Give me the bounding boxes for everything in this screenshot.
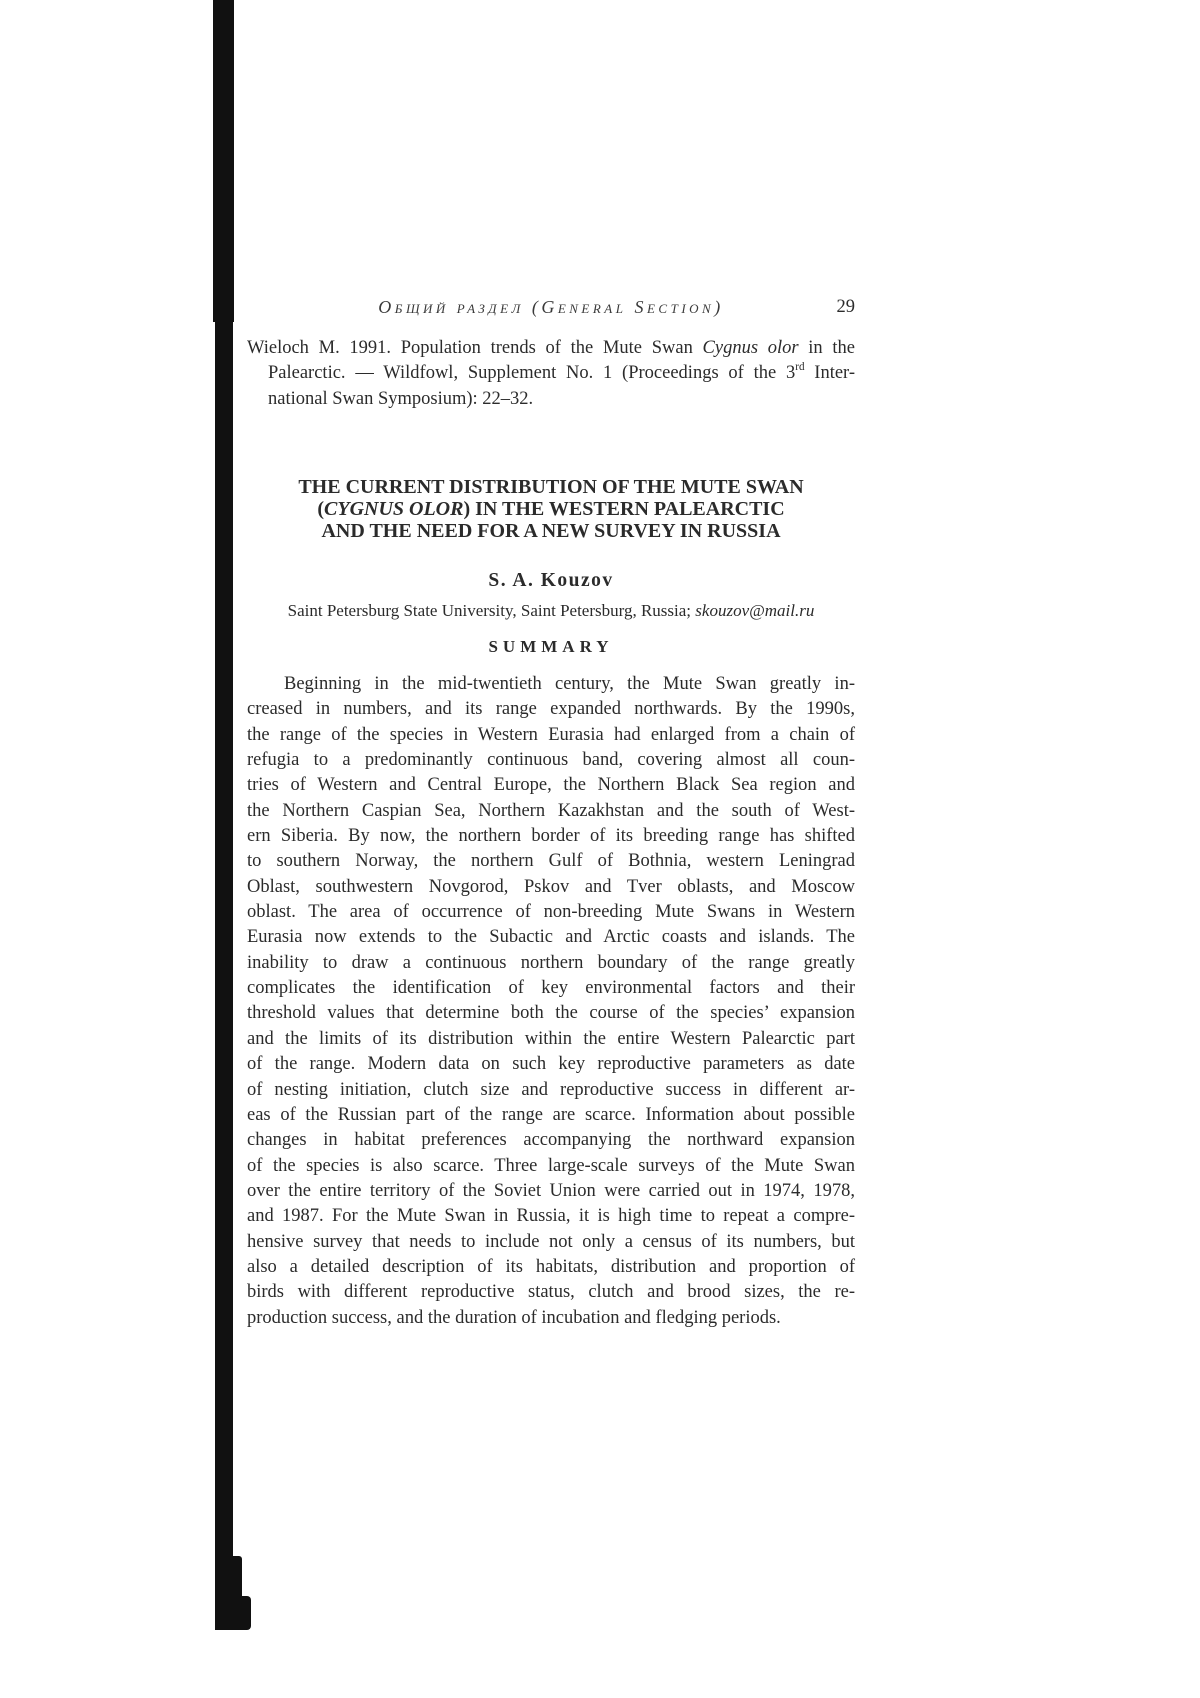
- article-title: [247, 476, 855, 543]
- text-line: hensive survey that needs to include not only a census of its numbers, but: [247, 1231, 855, 1252]
- text-line: Eurasia now extends to the Subactic and Arctic coasts and islands. The: [247, 927, 855, 948]
- section-title: Общий раздел (General Section): [378, 297, 724, 317]
- text-line: THE CURRENT DISTRIBUTION OF THE MUTE SWAN: [298, 476, 804, 498]
- running-header: [247, 297, 855, 318]
- author-name: S. A. Kouzov: [488, 570, 614, 591]
- text-line: the range of the species in Western Eurasia had enlarged from a chain of: [247, 724, 855, 745]
- text-line: oblast. The area of occurrence of non-breeding Mute Swans in Western: [247, 902, 855, 923]
- text-line: and 1987. For the Mute Swan in Russia, it is high time to repeat a compre-: [247, 1206, 855, 1227]
- text-line: of the range. Modern data on such key reproductive parameters as date: [247, 1054, 855, 1075]
- text-line: also a detailed description of its habitats, distribution and proportion of: [247, 1256, 855, 1277]
- text-line: birds with different reproductive status, clutch and brood sizes, the re-: [247, 1282, 855, 1303]
- text-line: and the limits of its distribution within the entire Western Palearctic part: [247, 1028, 855, 1049]
- text-line: to southern Norway, the northern Gulf of Bothnia, western Leningrad: [247, 851, 855, 872]
- text-line: tries of Western and Central Europe, the Northern Black Sea region and: [247, 775, 855, 796]
- text-line: of the species is also scarce. Three large-scale surveys of the Mute Swan: [247, 1155, 855, 1176]
- text-line: inability to draw a continuous northern boundary of the range greatly: [247, 952, 855, 973]
- text-line: Wieloch M. 1991. Population trends of the Mute Swan Cygnus olor in the: [247, 338, 855, 358]
- reference-entry: [247, 336, 855, 412]
- text-line: AND THE NEED FOR A NEW SURVEY IN RUSSIA: [321, 520, 781, 543]
- text-line: production success, and the duration of incubation and fledging periods.: [247, 1307, 781, 1328]
- affiliation: Saint Petersburg State University, Saint Petersburg, Russia; skouzov@mail.ru: [287, 601, 815, 620]
- text-line: complicates the identification of key environmental factors and their: [247, 978, 855, 999]
- summary-heading: SUMMARY: [488, 637, 614, 656]
- text-line: ern Siberia. By now, the northern border of its breeding range has shifted: [247, 826, 855, 847]
- text-line: (CYGNUS OLOR) IN THE WESTERN PALEARCTIC: [317, 498, 785, 521]
- scan-edge-blob: [215, 1596, 251, 1630]
- text-line: of nesting initiation, clutch size and reproductive success in different ar-: [247, 1079, 855, 1100]
- text-line: the Northern Caspian Sea, Northern Kazakhstan and the south of West-: [247, 800, 855, 821]
- text-line: creased in numbers, and its range expanded northwards. By the 1990s,: [247, 699, 855, 720]
- text-line: Beginning in the mid-twentieth century, the Mute Swan greatly in-: [284, 674, 855, 694]
- text-line: over the entire territory of the Soviet Union were carried out in 1974, 1978,: [247, 1180, 855, 1201]
- text-line: eas of the Russian part of the range are scarce. Information about possible: [247, 1104, 855, 1125]
- text-line: Palearctic. — Wildfowl, Supplement No. 1 (Proceedings of the 3rd Inter-: [268, 361, 855, 384]
- text-line: changes in habitat preferences accompanying the northward expansion: [247, 1130, 855, 1151]
- text-line: refugia to a predominantly continuous band, covering almost all coun-: [247, 750, 855, 771]
- scan-edge-bar: [215, 0, 233, 1630]
- text-line: Oblast, southwestern Novgorod, Pskov and Tver oblasts, and Moscow: [247, 876, 855, 897]
- text-line: national Swan Symposium): 22–32.: [268, 388, 534, 409]
- page-number: 29: [836, 297, 855, 317]
- summary-paragraph: [247, 672, 855, 1331]
- text-line: threshold values that determine both the course of the species’ expansion: [247, 1003, 855, 1024]
